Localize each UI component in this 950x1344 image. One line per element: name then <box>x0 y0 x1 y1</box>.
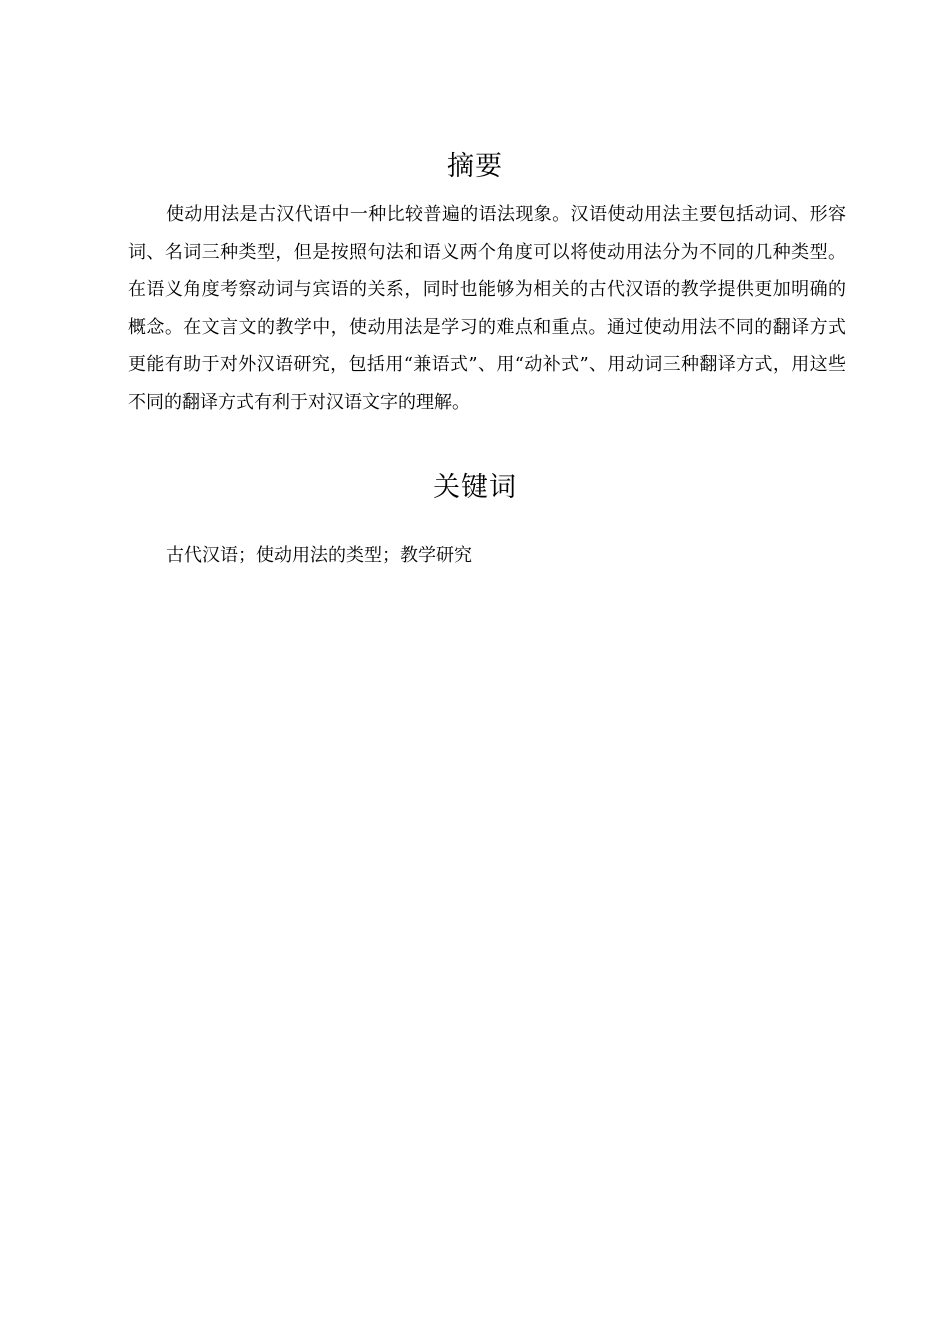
keywords-heading: 关键词 <box>433 472 517 503</box>
abstract-paragraph: 使动用法是古汉代语中一种比较普遍的语法现象。汉语使动用法主要包括动词、形容词、名词三种类型，但是按照句法和语义两个角度可以将使动用法分为不同的几种类型。在语义角度考察动词与宾语的关系，同时也能够为相关的古代汉语的教学提供更加明确的概念。在文言文的教学中，使动用法是学习的难点和重点。通过使动用法不同的翻译方式更能有助于对外汉语研究，包括用“兼语式”、用“动补式”、用动词三种翻译方式，用这些不同的翻译方式有利于对汉语文字的理解。 <box>128 204 846 413</box>
abstract-heading: 摘要 <box>447 151 503 182</box>
keywords-list: 古代汉语；使动用法的类型；教学研究 <box>166 545 472 566</box>
